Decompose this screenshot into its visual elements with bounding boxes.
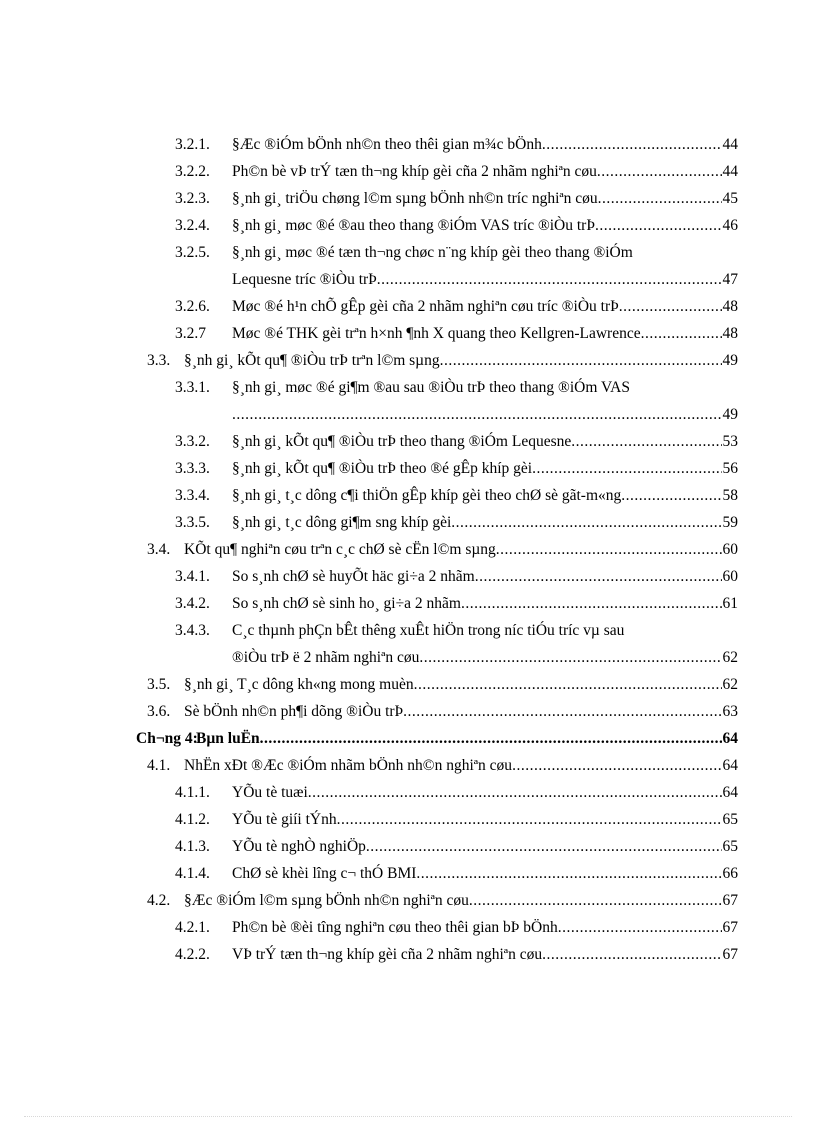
section-number: 4.1.2.	[175, 811, 210, 828]
page-number: 65	[722, 811, 738, 828]
table-of-contents	[0, 131, 816, 968]
toc-entry[interactable]	[0, 320, 816, 347]
section-number: 3.5.	[147, 676, 171, 693]
section-number: 3.2.2.	[175, 163, 210, 180]
toc-entry[interactable]	[0, 185, 816, 212]
leader-dots	[475, 563, 722, 590]
page-number: 53	[722, 433, 738, 450]
toc-entry[interactable]	[0, 131, 816, 158]
toc-entry[interactable]	[0, 941, 816, 968]
section-title: C¸c thµnh phÇn bÊt thêng xuÊt hiÖn trong níc tiÓu tríc vµ sau	[232, 622, 625, 639]
page-number: 62	[722, 676, 738, 693]
leader-dots	[337, 806, 722, 833]
page-number: 67	[722, 892, 738, 909]
page-number: 60	[722, 541, 738, 558]
section-title: Ph©n bè vÞ trÝ tæn th¬ng khíp gèi cña 2 nhãm nghiªn cøu	[232, 163, 597, 180]
page-number: 44	[722, 136, 738, 153]
section-number: 4.1.4.	[175, 865, 210, 882]
leader-dots	[403, 698, 721, 725]
leader-dots	[451, 509, 721, 536]
leader-dots	[308, 779, 722, 806]
leader-dots	[619, 293, 722, 320]
section-title: So s¸nh chØ sè huyÕt häc gi÷a 2 nhãm	[232, 568, 475, 585]
section-number: 3.6.	[147, 703, 171, 720]
section-number: 3.2.3.	[175, 190, 210, 207]
toc-entry[interactable]	[0, 428, 816, 455]
toc-entry[interactable]	[0, 806, 816, 833]
toc-entry[interactable]	[0, 455, 816, 482]
page-number: 47	[722, 271, 738, 288]
leader-dots	[641, 320, 722, 347]
section-title: §¸nh gi¸ triÖu chøng l©m sµng bÖnh nh©n tríc nghiªn cøu	[232, 190, 598, 207]
toc-entry[interactable]	[0, 158, 816, 185]
toc-entry[interactable]	[0, 590, 816, 617]
section-title: YÕu tè giíi tÝnh	[232, 811, 337, 828]
leader-dots	[440, 347, 722, 374]
toc-entry[interactable]	[0, 293, 816, 320]
page-number: 61	[722, 595, 738, 612]
section-title: Møc ®é THK gèi trªn h×nh ¶nh X quang theo Kellgren-Lawrence	[232, 325, 641, 342]
section-number: 3.2.1.	[175, 136, 210, 153]
toc-entry[interactable]	[0, 671, 816, 698]
page-number: 48	[722, 325, 738, 342]
section-number: 4.2.	[147, 892, 171, 909]
chapter-number: Ch¬ng 4:	[136, 730, 198, 747]
section-number: 3.4.	[147, 541, 171, 558]
chapter-title: Bµn luËn	[196, 730, 260, 747]
toc-entry[interactable]	[0, 887, 816, 914]
toc-entry[interactable]	[0, 482, 816, 509]
section-title: Ph©n bè ®èi tîng nghiªn cøu theo thêi gian bÞ bÖnh	[232, 919, 558, 936]
leader-dots	[419, 644, 721, 671]
section-number: 3.2.5.	[175, 244, 210, 261]
page-number: 65	[722, 838, 738, 855]
leader-dots	[461, 590, 722, 617]
section-title: §¸nh gi¸ møc ®é ®au theo thang ®iÓm VAS tríc ®iÒu trÞ	[232, 217, 595, 234]
section-number: 3.3.3.	[175, 460, 210, 477]
page-number: 64	[722, 730, 738, 747]
section-number: 3.2.7	[175, 325, 206, 342]
toc-entry[interactable]	[0, 509, 816, 536]
section-title: §Æc ®iÓm bÖnh nh©n theo thêi gian m¾c bÖnh	[232, 136, 542, 153]
toc-entry[interactable]	[0, 239, 816, 293]
section-title: Møc ®é h¹n chÕ gÊp gèi cña 2 nhãm nghiªn cøu tríc ®iÒu trÞ	[232, 298, 619, 315]
section-number: 4.1.3.	[175, 838, 210, 855]
page-number: 64	[722, 757, 738, 774]
page-number: 56	[722, 460, 738, 477]
leader-dots	[598, 185, 722, 212]
leader-dots	[414, 671, 722, 698]
section-number: 3.3.4.	[175, 487, 210, 504]
section-title: §¸nh gi¸ t¸c dông c¶i thiÖn gÊp khíp gèi theo chØ sè gãt-m«ng	[232, 487, 622, 504]
section-title: §¸nh gi¸ kÕt qu¶ ®iÒu trÞ theo ®é gÊp khíp gèi	[232, 460, 533, 477]
leader-dots	[496, 536, 722, 563]
leader-dots	[469, 887, 722, 914]
section-number: 3.4.3.	[175, 622, 210, 639]
section-title: Sè bÖnh nh©n ph¶i dõng ®iÒu trÞ	[184, 703, 404, 720]
section-number: 4.2.1.	[175, 919, 210, 936]
toc-entry[interactable]	[0, 212, 816, 239]
page-bottom-border	[24, 1116, 792, 1117]
leader-dots	[621, 482, 721, 509]
section-title: §¸nh gi¸ kÕt qu¶ ®iÒu trÞ theo thang ®iÓm Lequesne	[232, 433, 572, 450]
section-number: 4.1.1.	[175, 784, 210, 801]
toc-entry[interactable]	[0, 860, 816, 887]
section-number: 3.3.2.	[175, 433, 210, 450]
section-title: So s¸nh chØ sè sinh ho¸ gi÷a 2 nhãm	[232, 595, 461, 612]
leader-dots	[542, 941, 721, 968]
section-title: §Æc ®iÓm l©m sµng bÖnh nh©n nghiªn cøu	[184, 892, 469, 909]
toc-entry[interactable]	[0, 698, 816, 725]
toc-entry[interactable]	[0, 779, 816, 806]
page-number: 60	[722, 568, 738, 585]
page-number: 64	[722, 784, 738, 801]
toc-entry[interactable]	[0, 563, 816, 590]
leader-dots	[595, 212, 722, 239]
section-title-continued: ®iÒu trÞ ë 2 nhãm nghiªn cøu	[232, 649, 420, 666]
toc-entry[interactable]	[0, 617, 816, 671]
section-title: §¸nh gi¸ t¸c dông gi¶m sng khíp gèi	[232, 514, 452, 531]
section-title: ChØ sè khèi lîng c¬ thÓ BMI	[232, 865, 417, 882]
section-title: VÞ trÝ tæn th¬ng khíp gèi cña 2 nhãm nghiªn cøu	[232, 946, 543, 963]
page-number: 59	[722, 514, 738, 531]
page-number: 49	[722, 352, 738, 369]
section-title: §¸nh gi¸ møc ®é gi¶m ®au sau ®iÒu trÞ theo thang ®iÓm VAS	[232, 379, 630, 396]
section-title: NhËn xÐt ®Æc ®iÓm nhãm bÖnh nh©n nghiªn cøu	[184, 757, 513, 774]
toc-entry[interactable]	[0, 347, 816, 374]
section-number: 3.3.5.	[175, 514, 210, 531]
section-title: KÕt qu¶ nghiªn cøu trªn c¸c chØ sè cËn l©m sµng	[184, 541, 496, 558]
toc-entry[interactable]	[0, 536, 816, 563]
toc-entry[interactable]	[0, 374, 816, 428]
leader-dots	[597, 158, 722, 185]
leader-dots	[366, 833, 722, 860]
section-number: 3.3.	[147, 352, 171, 369]
section-number: 4.1.	[147, 757, 171, 774]
section-number: 3.4.1.	[175, 568, 210, 585]
section-title: §¸nh gi¸ møc ®é tæn th¬ng chøc n¨ng khíp gèi theo thang ®iÓm	[232, 244, 633, 261]
page-number: 67	[722, 919, 738, 936]
page-number: 49	[722, 406, 738, 423]
toc-entry[interactable]	[0, 914, 816, 941]
page-number: 48	[722, 298, 738, 315]
leader-dots	[232, 401, 722, 428]
section-number: 4.2.2.	[175, 946, 210, 963]
section-number: 3.4.2.	[175, 595, 210, 612]
leader-dots	[512, 752, 721, 779]
page-number: 44	[722, 163, 738, 180]
page-number: 67	[722, 946, 738, 963]
page-number: 46	[722, 217, 738, 234]
page-number: 45	[722, 190, 738, 207]
leader-dots	[377, 266, 722, 293]
leader-dots	[260, 725, 722, 752]
section-number: 3.3.1.	[175, 379, 210, 396]
leader-dots	[532, 455, 721, 482]
toc-chapter[interactable]	[0, 725, 816, 752]
leader-dots	[558, 914, 722, 941]
section-title: YÕu tè tuæi	[232, 784, 308, 801]
section-number: 3.2.6.	[175, 298, 210, 315]
page-number: 63	[722, 703, 738, 720]
leader-dots	[571, 428, 721, 455]
section-title-continued: Lequesne tríc ®iÒu trÞ	[232, 271, 377, 288]
toc-entry[interactable]	[0, 752, 816, 779]
section-number: 3.2.4.	[175, 217, 210, 234]
section-title: §¸nh gi¸ kÕt qu¶ ®iÒu trÞ trªn l©m sµng	[184, 352, 440, 369]
page-number: 58	[722, 487, 738, 504]
page-number: 62	[722, 649, 738, 666]
leader-dots	[416, 860, 721, 887]
toc-entry[interactable]	[0, 833, 816, 860]
section-title: §¸nh gi¸ T¸c dông kh«ng mong muèn	[184, 676, 414, 693]
leader-dots	[542, 131, 722, 158]
page-number: 66	[722, 865, 738, 882]
section-title: YÕu tè nghÒ nghiÖp	[232, 838, 366, 855]
